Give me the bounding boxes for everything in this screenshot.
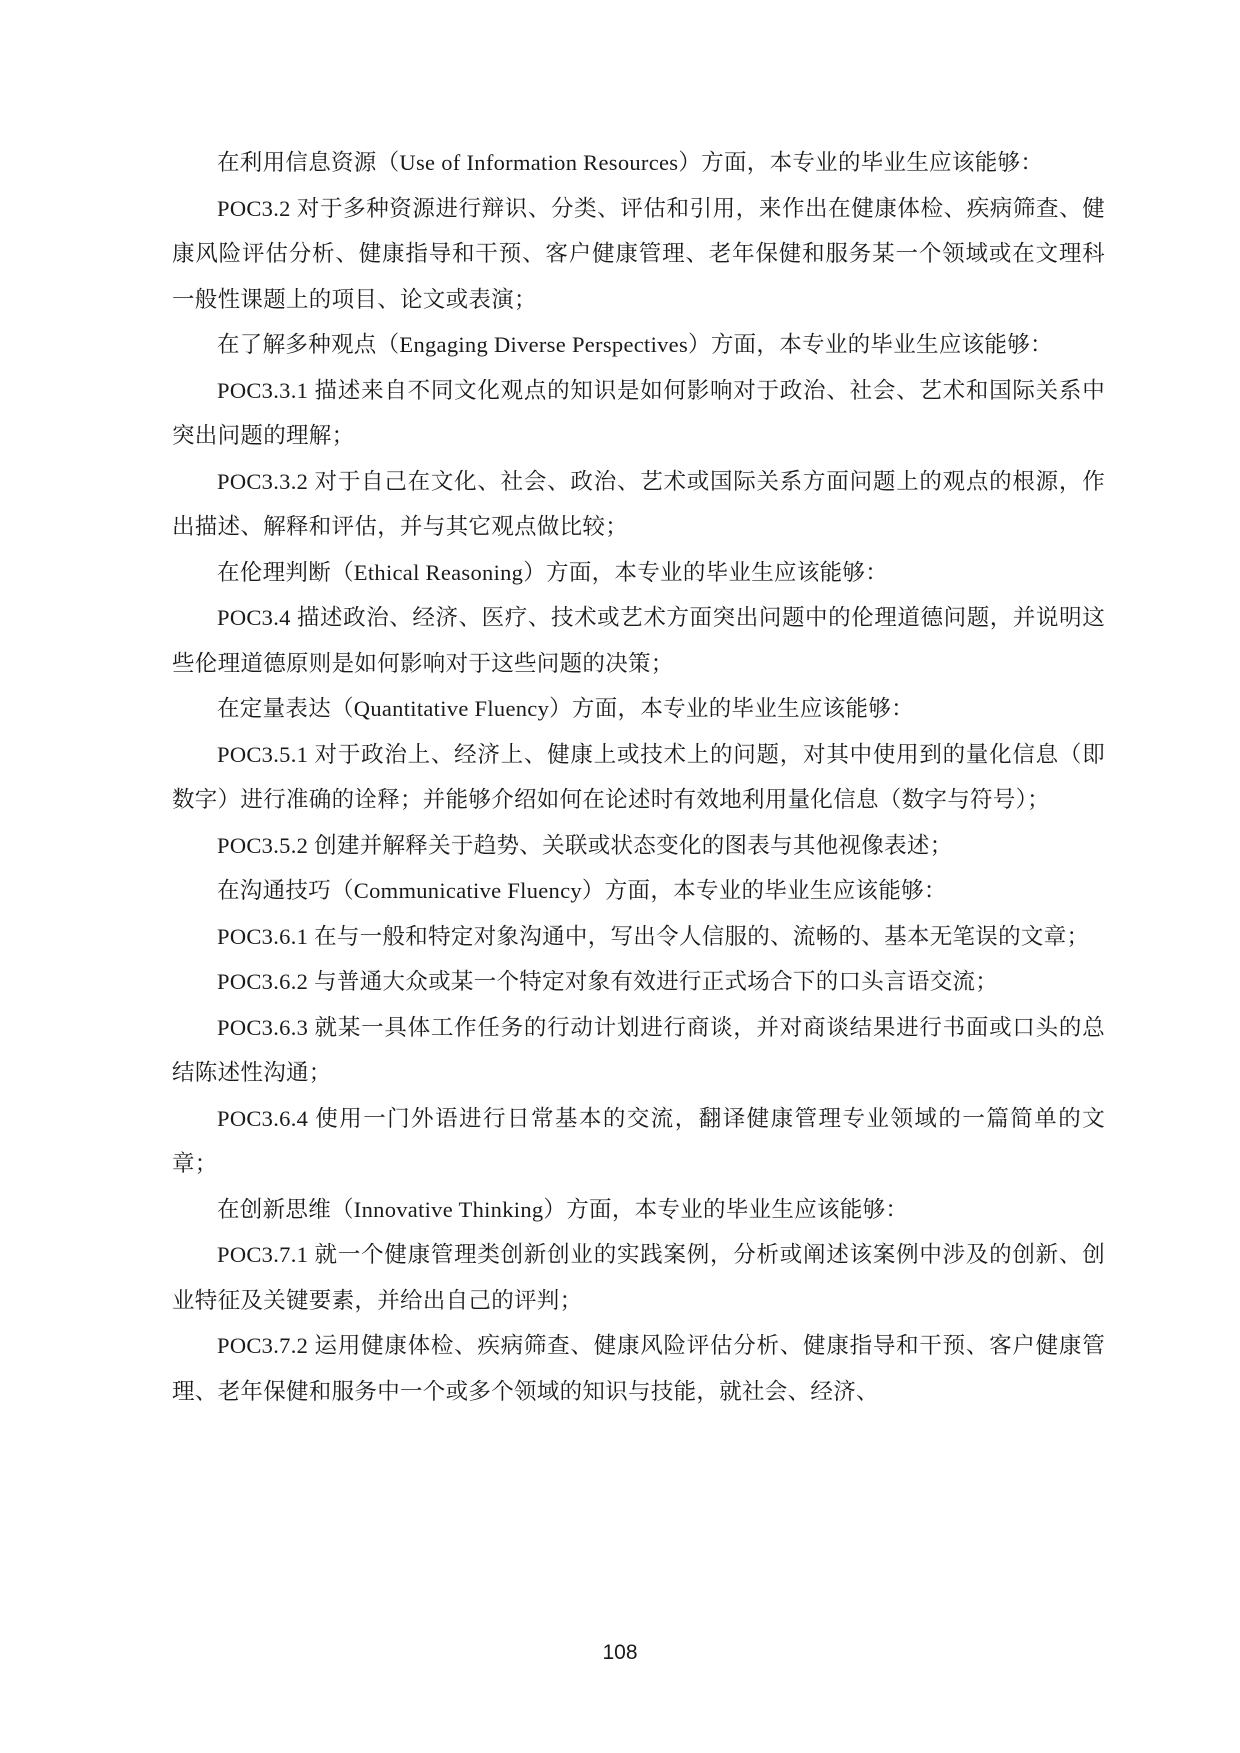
paragraph: POC3.6.4 使用一门外语进行日常基本的交流，翻译健康管理专业领域的一篇简单的文章； — [172, 1105, 1105, 1176]
paragraph: POC3.6.1 在与一般和特定对象沟通中，写出令人信服的、流畅的、基本无笔误的文章； — [217, 923, 1090, 949]
page-body — [172, 140, 1105, 1414]
paragraph: POC3.4 描述政治、经济、医疗、技术或艺术方面突出问题中的伦理道德问题，并说明这些伦理道德原则是如何影响对于这些问题的决策； — [172, 605, 1105, 676]
paragraph: 在伦理判断（Ethical Reasoning）方面，本专业的毕业生应该能够： — [217, 559, 889, 585]
paragraph: POC3.7.2 运用健康体检、疾病筛查、健康风险评估分析、健康指导和干预、客户健康管理、老年保健和服务中一个或多个领域的知识与技能，就社会、经济、 — [172, 1333, 1105, 1404]
paragraph: POC3.3.1 描述来自不同文化观点的知识是如何影响对于政治、社会、艺术和国际关系中突出问题的理解； — [172, 377, 1105, 448]
paragraph: POC3.5.2 创建并解释关于趋势、关联或状态变化的图表与其他视像表述； — [217, 832, 953, 858]
paragraph: POC3.3.2 对于自己在文化、社会、政治、艺术或国际关系方面问题上的观点的根源，作出描述、解释和评估，并与其它观点做比较； — [172, 468, 1105, 539]
paragraph: POC3.6.2 与普通大众或某一个特定对象有效进行正式场合下的口头言语交流； — [217, 969, 999, 994]
paragraph: 在定量表达（Quantitative Fluency）方面，本专业的毕业生应该能够： — [217, 696, 914, 721]
paragraph: 在利用信息资源（Use of Information Resources）方面，本专业的毕业生应该能够： — [217, 150, 1044, 175]
paragraph: POC3.7.1 就一个健康管理类创新创业的实践案例，分析或阐述该案例中涉及的创新、创业特征及关键要素，并给出自己的评判； — [172, 1242, 1105, 1313]
paragraph: 在创新思维（Innovative Thinking）方面，本专业的毕业生应该能够： — [217, 1196, 909, 1222]
paragraph: 在沟通技巧（Communicative Fluency）方面，本专业的毕业生应该能够： — [217, 878, 947, 903]
paragraph: POC3.6.3 就某一具体工作任务的行动计划进行商谈，并对商谈结果进行书面或口头的总结陈述性沟通； — [172, 1014, 1105, 1085]
paragraph: POC3.2 对于多种资源进行辩识、分类、评估和引用，来作出在健康体检、疾病筛查、健康风险评估分析、健康指导和干预、客户健康管理、老年保健和服务某一个领域或在文理科一般性课题上的项目、论文或表演； — [172, 195, 1105, 312]
page-number: 108 — [602, 1641, 638, 1664]
paragraph: POC3.5.1 对于政治上、经济上、健康上或技术上的问题，对其中使用到的量化信息（即数字）进行准确的诠释；并能够介绍如何在论述时有效地利用量化信息（数字与符号）； — [172, 741, 1105, 812]
paragraph: 在了解多种观点（Engaging Diverse Perspectives）方面，本专业的毕业生应该能够： — [217, 332, 1053, 357]
